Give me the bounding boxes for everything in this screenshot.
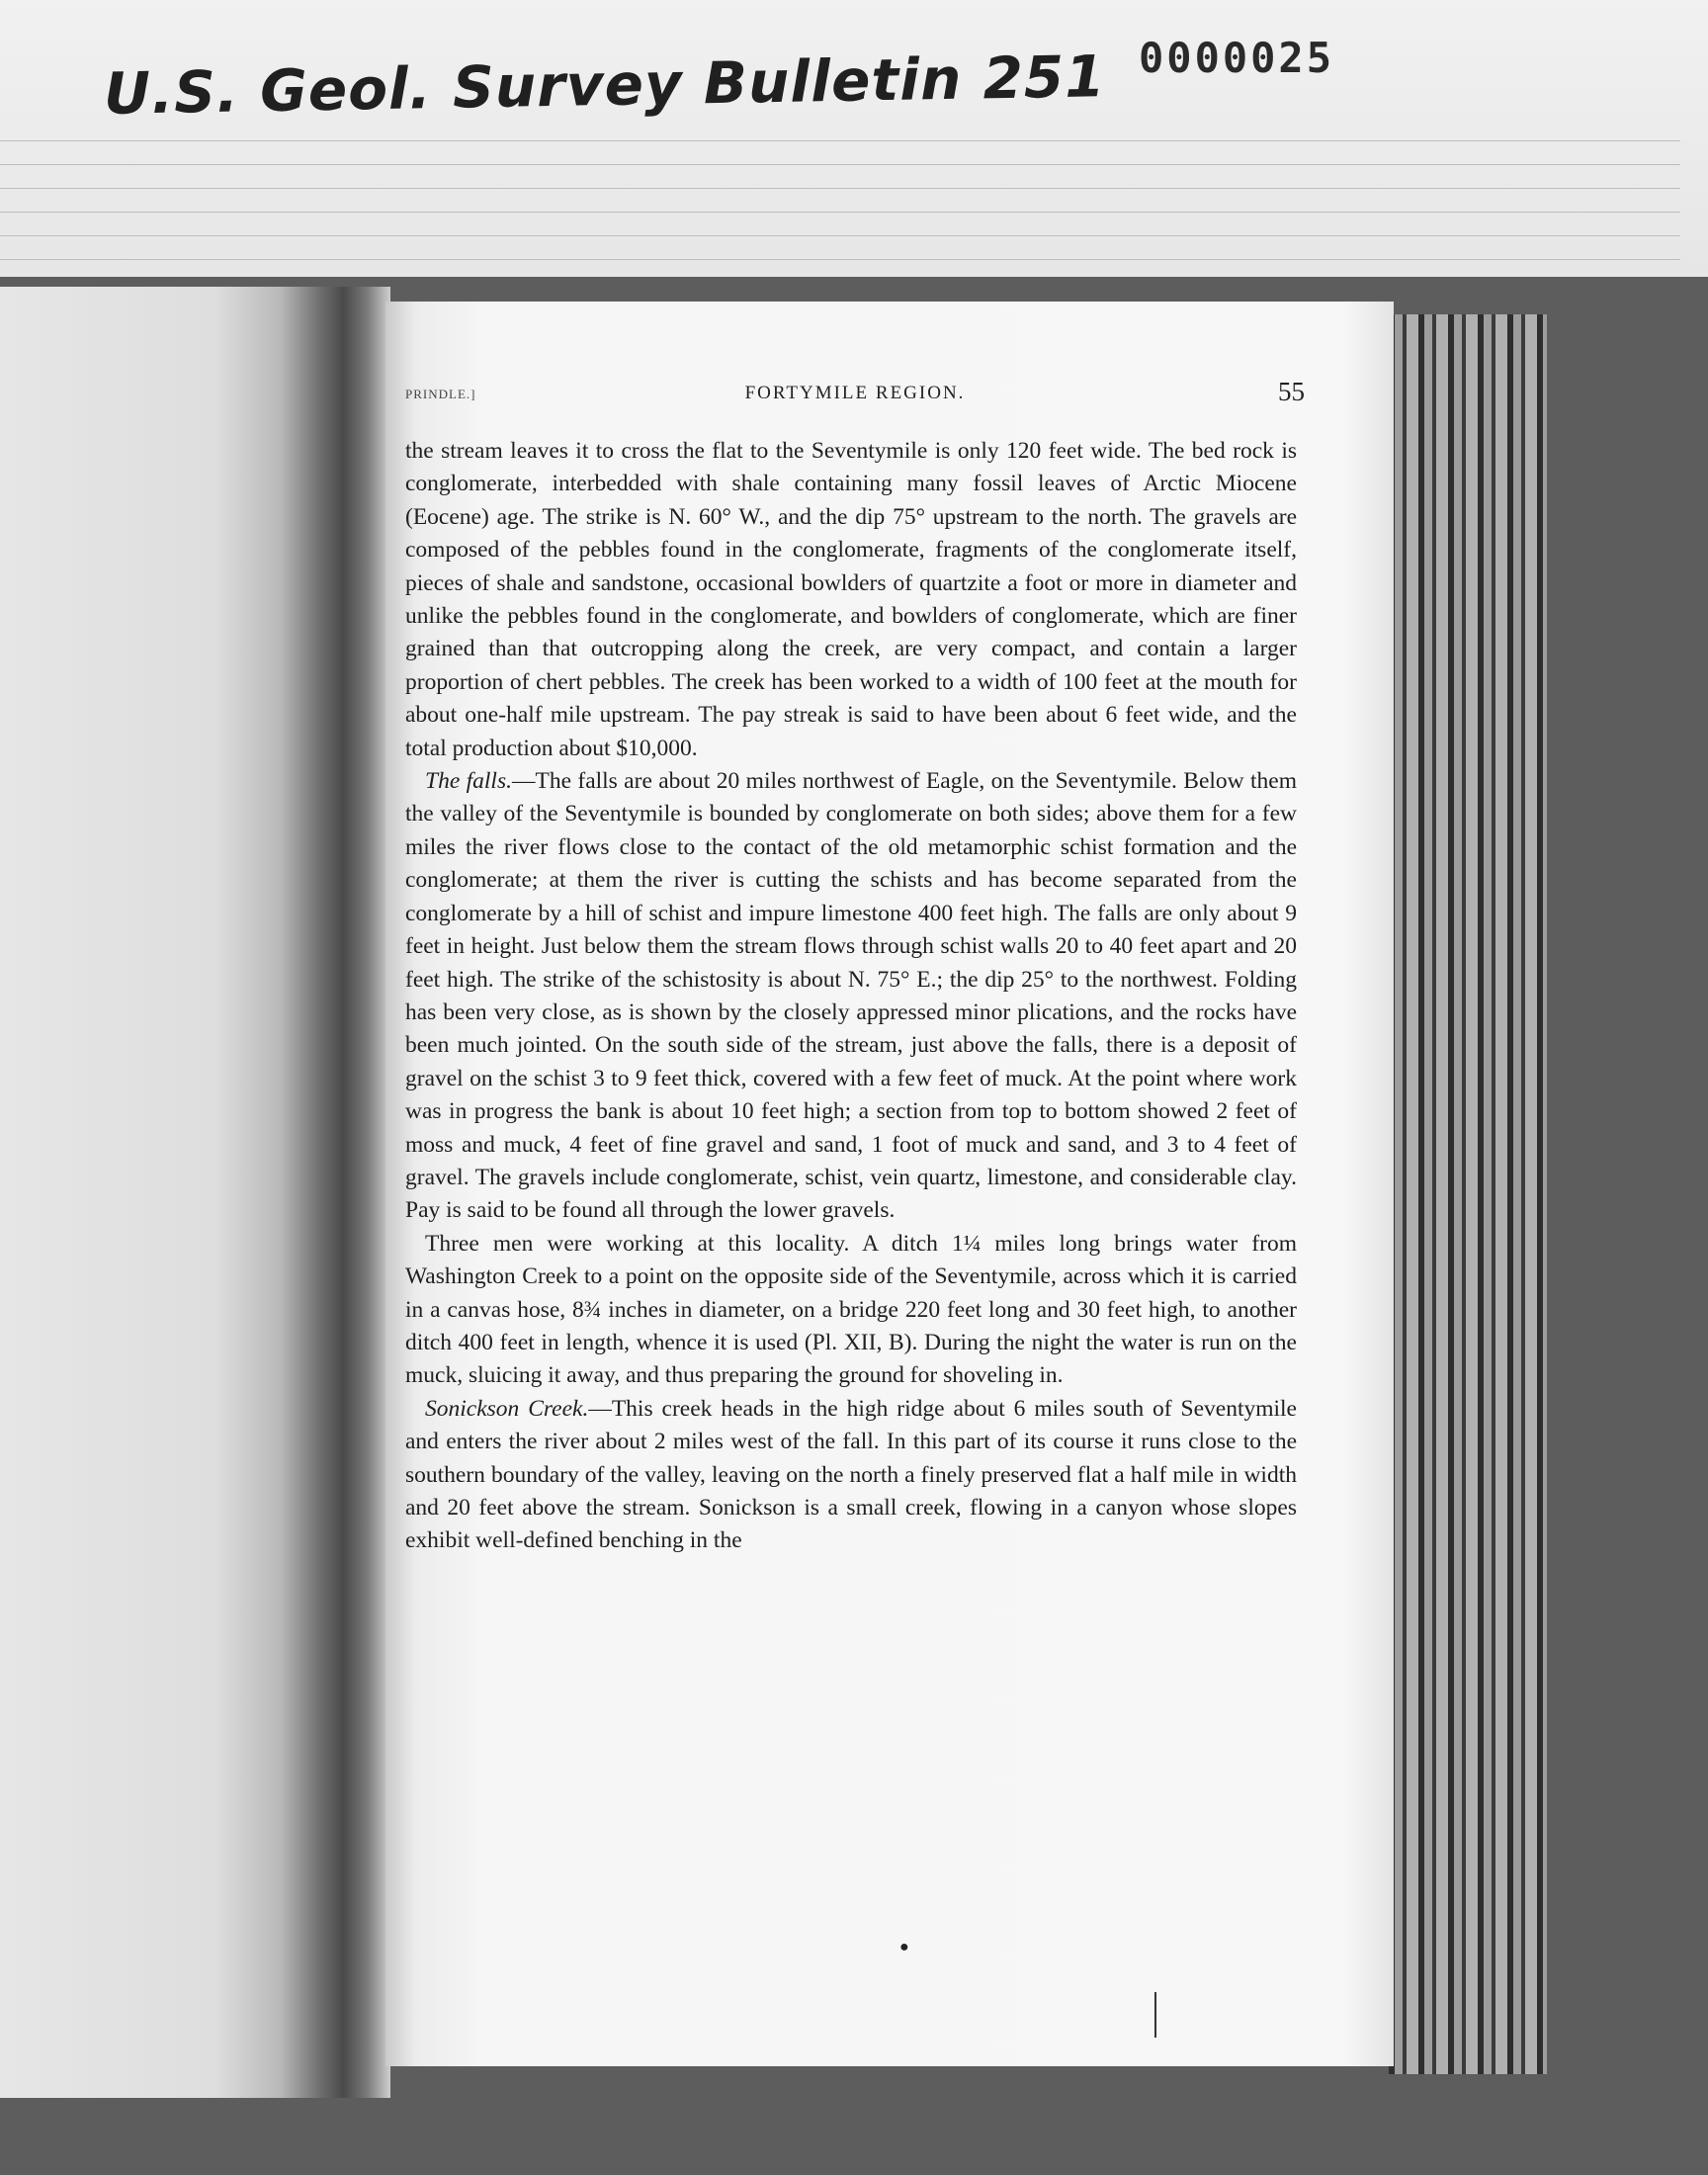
paragraph — [405, 1228, 1297, 1393]
paragraph — [405, 435, 1297, 765]
page-stack-edge — [1389, 314, 1547, 2074]
paragraph-text: —This creek heads in the high ridge about 6 miles south of Seventymile and enters the river about 2 miles west of the fall. In this part of its course it runs close to the southern boundary of the valley, leaving on the north a finely preserved flat a half mile in width and 20 feet above the stream. Sonickson is a small creek, flowing in a canyon whose slopes exhibit well-defined benching in the — [405, 1395, 1297, 1554]
paragraph-text: —The falls are about 20 miles northwest of Eagle, on the Seventymile. Below them the valley of the Seventymile is bounded by conglomerate on both sides; above them for a few miles the river flows close to the contact of the old metamorphic schist formation and the conglomerate; at them the river is cutting the schists and has become separated from the conglomerate by a hill of schist and impure limestone 400 feet high. The falls are only about 9 feet in height. Just below them the stream flows through schist walls 20 to 40 feet apart and 20 feet high. The strike of the schistosity is about N. 75° E.; the dip 25° to the northwest. Folding has been very close, as is shown by the closely appressed minor plications, and the rocks have been much jointed. On the south side of the stream, just above the falls, there is a deposit of gravel on the schist 3 to 9 feet thick, covered with a few feet of muck. At the point where work was in progress the bank is about 10 feet high; a section from top to bottom showed 2 feet of moss and muck, 4 feet of fine gravel and sand, 1 foot of muck and sand, and 3 to 4 feet of gravel. The gravels include conglomerate, schist, vein quartz, limestone, and considerable clay. Pay is said to be found all through the lower gravels. — [405, 768, 1297, 1224]
ruled-line — [0, 140, 1680, 141]
paragraph-heading: Sonickson Creek. — [425, 1395, 589, 1422]
ruled-line — [0, 164, 1680, 165]
paragraph — [405, 765, 1297, 1228]
handwritten-title: U.S. Geol. Survey Bulletin 251 — [103, 43, 1107, 128]
ruled-line — [0, 259, 1680, 260]
ink-mark-icon: ● — [899, 1939, 909, 1956]
left-page-edge — [0, 287, 390, 2098]
book-page — [385, 302, 1394, 2066]
page-number: 55 — [1278, 377, 1305, 406]
paragraph-text: Three men were working at this locality. A ditch 1¼ miles long brings water from Washington Creek to a point on the opposite side of the Seventymile, across which it is carried in a canvas hose, 8¾ inches in diameter, on a bridge 220 feet long and 30 feet high, to another ditch 400 feet in length, whence it is used (Pl. XII, B). During the night the water is run on the muck, sluicing it away, and thus preparing the ground for shoveling in. — [405, 1230, 1297, 1389]
paragraph — [405, 1393, 1297, 1558]
running-head-author: PRINDLE.] — [405, 387, 476, 401]
paragraph-text: the stream leaves it to cross the flat to the Seventymile is only 120 feet wide. The bed rock is conglomerate, interbedded with shale containing many fossil leaves of Arctic Miocene (Eocene) age. The strike is N. 60° W., and the dip 75° upstream to the north. The gravels are composed of the pebbles found in the conglomerate, fragments of the conglomerate itself, pieces of shale and sandstone, occasional bowlders of quartzite a foot or more in diameter and unlike the pebbles found in the conglomerate, and bowlders of conglomerate, which are finer grained than that outcropping along the creek, are very compact, and contain a larger proportion of chert pebbles. The creek has been worked to a width of 100 feet at the mouth for about one-half mile upstream. The pay streak is said to have been about 6 feet wide, and the total production about $10,000. — [405, 438, 1297, 761]
running-head — [405, 377, 1305, 412]
ruled-line — [0, 235, 1680, 236]
running-head-title: FORTYMILE REGION. — [744, 383, 966, 403]
index-label-strip — [0, 0, 1708, 277]
paragraph-heading: The falls. — [425, 768, 512, 795]
ruled-line — [0, 212, 1680, 213]
pencil-mark-icon — [1154, 1992, 1156, 2038]
body-text — [405, 435, 1297, 1558]
stamp-number: 0000025 — [1139, 34, 1335, 82]
ruled-line — [0, 188, 1680, 189]
